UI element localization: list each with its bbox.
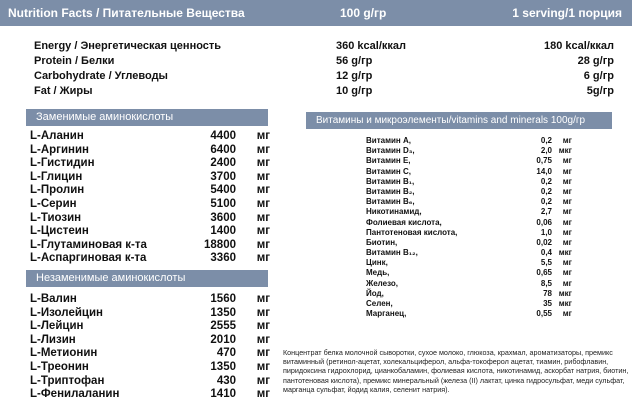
vitamin-row <box>366 279 572 289</box>
vitamin-name: Витамин B₆, <box>366 197 415 207</box>
amino-row <box>30 198 270 212</box>
amino-unit: мг <box>256 130 270 142</box>
vitamin-row <box>366 228 572 238</box>
essential-amino-header: Незаменимые аминокислоты <box>26 270 268 287</box>
amino-name: L-Аспаргиновая к-та <box>30 252 147 265</box>
vitamin-row <box>366 309 572 319</box>
replaceable-amino-list <box>30 130 270 266</box>
nutrient-per-serving: 6 g/гр <box>583 70 614 82</box>
amino-row <box>30 307 270 321</box>
amino-name: L-Серин <box>30 197 77 210</box>
nutrition-row <box>34 85 624 100</box>
amino-unit: мг <box>256 388 270 401</box>
vitamin-row <box>366 136 572 146</box>
amino-name: L-Метионин <box>30 347 98 360</box>
amino-row <box>30 252 270 266</box>
vitamin-row <box>366 299 572 309</box>
vitamin-name: Витамин B₂, <box>366 186 415 196</box>
amino-unit: мг <box>256 306 270 319</box>
amino-value: 2555 <box>210 320 236 333</box>
vitamin-row <box>366 167 572 177</box>
vitamin-name: Железо, <box>366 278 398 288</box>
amino-row <box>30 361 270 375</box>
amino-value: 3700 <box>210 170 236 183</box>
amino-value: 3360 <box>210 252 236 265</box>
nutrition-row <box>34 55 624 70</box>
vitamin-name: Витамин E, <box>366 156 411 166</box>
nutrition-row <box>34 40 624 55</box>
vitamin-unit: мг <box>562 237 572 247</box>
amino-value: 5400 <box>210 184 236 197</box>
header-title: Nutrition Facts / Питательные Вещества <box>8 6 245 20</box>
vitamin-qty: 14,0 <box>536 166 552 176</box>
nutrition-header-bar <box>0 0 632 26</box>
amino-row <box>30 293 270 307</box>
vitamin-name: Цинк, <box>366 258 388 268</box>
vitamin-unit: мг <box>562 207 572 217</box>
nutrient-per-serving: 180 kcal/ккал <box>544 40 614 52</box>
amino-name: L-Лизин <box>30 333 76 346</box>
vitamin-qty: 0,2 <box>540 136 552 145</box>
amino-value: 18800 <box>204 238 236 251</box>
header-per-serving: 1 serving/1 порция <box>512 6 622 20</box>
ingredients-text: Концентрат белка молочной сыворотки, сухое молоко, глюкоза, крахмал, ароматизаторы, премикс витаминный (ретинол-ацетат, холекальциферол, альфа-токоферол ацетат, тиамин, рибофлавин, пиридоксина гидрохлорид, цианкобаламин, фолиевая кислота, никотинамид, аскорбат натрия, биотин, пантотеновая кислота), премикс минеральный (железа (II) лактат, цинка гидросульфат, меди сульфат, марганца сульфат, йодид калия, селенит натрия). <box>283 348 629 394</box>
vitamin-name: Витамин B₁₂, <box>366 248 418 258</box>
amino-value: 1350 <box>210 360 236 373</box>
amino-name: L-Пролин <box>30 184 85 197</box>
amino-row <box>30 320 270 334</box>
vitamin-row <box>366 238 572 248</box>
amino-name: L-Аргинин <box>30 143 90 156</box>
amino-name: L-Изолейцин <box>30 306 103 319</box>
vitamin-qty: 0,4 <box>540 248 552 258</box>
vitamin-row <box>366 177 572 187</box>
vitamin-unit: мг <box>562 227 572 237</box>
amino-unit: мг <box>256 197 270 210</box>
nutrient-per-100: 12 g/гр <box>336 70 373 82</box>
vitamin-qty: 0,2 <box>540 186 552 196</box>
nutrient-name: Carbohydrate / Углеводы <box>34 70 168 82</box>
vitamin-qty: 0,55 <box>536 309 552 319</box>
amino-name: L-Треонин <box>30 360 89 373</box>
amino-name: L-Гистидин <box>30 157 95 170</box>
vitamins-header: Витамины и микроэлементы/vitamins and minerals 100g/гр <box>306 112 612 129</box>
vitamin-name: Медь, <box>366 268 390 278</box>
amino-value: 430 <box>216 374 236 387</box>
amino-row <box>30 388 270 402</box>
amino-unit: мг <box>256 238 270 251</box>
amino-value: 1350 <box>210 306 236 319</box>
vitamin-unit: мг <box>562 268 572 278</box>
vitamin-name: Витамин C, <box>366 166 411 176</box>
amino-unit: мг <box>256 374 270 387</box>
vitamin-unit: мг <box>562 217 572 227</box>
amino-row <box>30 375 270 389</box>
vitamin-name: Никотинамид, <box>366 207 422 217</box>
vitamin-qty: 0,65 <box>536 268 552 278</box>
vitamin-row <box>366 289 572 299</box>
amino-value: 2010 <box>210 333 236 346</box>
amino-row <box>30 144 270 158</box>
vitamin-qty: 1,0 <box>540 227 552 237</box>
vitamin-unit: мкг <box>558 299 572 308</box>
vitamin-qty: 0,02 <box>536 237 552 247</box>
vitamin-unit: мг <box>562 186 572 196</box>
vitamin-name: Йод, <box>366 288 384 298</box>
amino-name: L-Лейцин <box>30 320 84 333</box>
amino-row <box>30 130 270 144</box>
vitamin-qty: 2,0 <box>540 146 552 156</box>
vitamin-name: Витамин D₃, <box>366 146 415 156</box>
vitamin-unit: мкг <box>558 146 572 156</box>
amino-row <box>30 239 270 253</box>
vitamin-row <box>366 248 572 258</box>
amino-value: 1410 <box>210 388 236 401</box>
vitamin-qty: 35 <box>543 299 552 308</box>
amino-unit: мг <box>256 320 270 333</box>
nutrient-per-100: 10 g/гр <box>336 85 373 97</box>
amino-name: L-Фенилаланин <box>30 388 120 401</box>
amino-row <box>30 225 270 239</box>
nutrient-per-serving: 5g/гр <box>586 85 614 97</box>
amino-row <box>30 171 270 185</box>
amino-name: L-Аланин <box>30 130 84 142</box>
vitamin-unit: мг <box>562 136 572 145</box>
vitamin-unit: мг <box>562 197 572 207</box>
vitamin-name: Фолиевая кислота, <box>366 217 442 227</box>
vitamin-row <box>366 207 572 217</box>
vitamin-row <box>366 187 572 197</box>
amino-row <box>30 212 270 226</box>
vitamin-name: Пантотеновая кислота, <box>366 227 458 237</box>
vitamin-qty: 78 <box>543 288 552 298</box>
nutrition-row <box>34 70 624 85</box>
vitamins-list <box>366 136 572 319</box>
amino-name: L-Тиозин <box>30 211 82 224</box>
vitamin-name: Селен, <box>366 299 393 308</box>
vitamin-unit: мкг <box>558 288 572 298</box>
amino-name: L-Глутаминовая к-та <box>30 238 147 251</box>
vitamin-unit: мг <box>562 156 572 166</box>
amino-unit: мг <box>256 360 270 373</box>
amino-unit: мг <box>256 157 270 170</box>
amino-value: 1560 <box>210 293 236 305</box>
vitamin-row <box>366 156 572 166</box>
vitamin-qty: 0,2 <box>540 197 552 207</box>
amino-unit: мг <box>256 347 270 360</box>
nutrient-per-100: 360 kcal/ккал <box>336 40 406 52</box>
amino-name: L-Цистеин <box>30 225 89 238</box>
amino-value: 1400 <box>210 225 236 238</box>
amino-unit: мг <box>256 143 270 156</box>
vitamin-name: Витамин B₁, <box>366 176 415 186</box>
vitamin-unit: мг <box>562 176 572 186</box>
replaceable-amino-header: Заменимые аминокислоты <box>26 109 268 126</box>
vitamin-name: Витамин A, <box>366 136 411 145</box>
amino-name: L-Триптофан <box>30 374 105 387</box>
vitamin-qty: 8,5 <box>540 278 552 288</box>
amino-unit: мг <box>256 293 270 305</box>
vitamin-name: Биотин, <box>366 237 398 247</box>
nutrient-per-100: 56 g/гр <box>336 55 373 67</box>
amino-value: 3600 <box>210 211 236 224</box>
amino-row <box>30 157 270 171</box>
amino-unit: мг <box>256 211 270 224</box>
vitamin-qty: 0,06 <box>536 217 552 227</box>
header-per-100: 100 g/гр <box>340 6 387 20</box>
nutrition-facts-table <box>34 40 624 100</box>
vitamin-row <box>366 258 572 268</box>
vitamin-unit: мг <box>562 309 572 319</box>
vitamin-qty: 0,75 <box>536 156 552 166</box>
amino-value: 4400 <box>210 130 236 142</box>
amino-value: 5100 <box>210 197 236 210</box>
amino-value: 6400 <box>210 143 236 156</box>
nutrient-per-serving: 28 g/гр <box>577 55 614 67</box>
vitamin-qty: 2,7 <box>540 207 552 217</box>
amino-unit: мг <box>256 184 270 197</box>
vitamin-name: Марганец, <box>366 309 407 319</box>
vitamin-row <box>366 197 572 207</box>
vitamin-row <box>366 218 572 228</box>
amino-name: L-Глицин <box>30 170 83 183</box>
amino-row <box>30 347 270 361</box>
amino-value: 2400 <box>210 157 236 170</box>
amino-row <box>30 334 270 348</box>
vitamin-qty: 5,5 <box>540 258 552 268</box>
vitamin-unit: мг <box>562 166 572 176</box>
vitamin-row <box>366 268 572 278</box>
amino-row <box>30 184 270 198</box>
nutrient-name: Protein / Белки <box>34 55 115 67</box>
nutrient-name: Energy / Энергетическая ценность <box>34 40 222 52</box>
amino-name: L-Валин <box>30 293 77 305</box>
vitamin-unit: мкг <box>558 248 572 258</box>
vitamin-qty: 0,2 <box>540 176 552 186</box>
vitamin-unit: мг <box>562 278 572 288</box>
vitamin-unit: мг <box>562 258 572 268</box>
amino-value: 470 <box>216 347 236 360</box>
vitamin-row <box>366 146 572 156</box>
amino-unit: мг <box>256 225 270 238</box>
amino-unit: мг <box>256 333 270 346</box>
nutrient-name: Fat / Жиры <box>34 85 93 97</box>
amino-unit: мг <box>256 170 270 183</box>
amino-unit: мг <box>256 252 270 265</box>
essential-amino-list <box>30 293 270 402</box>
